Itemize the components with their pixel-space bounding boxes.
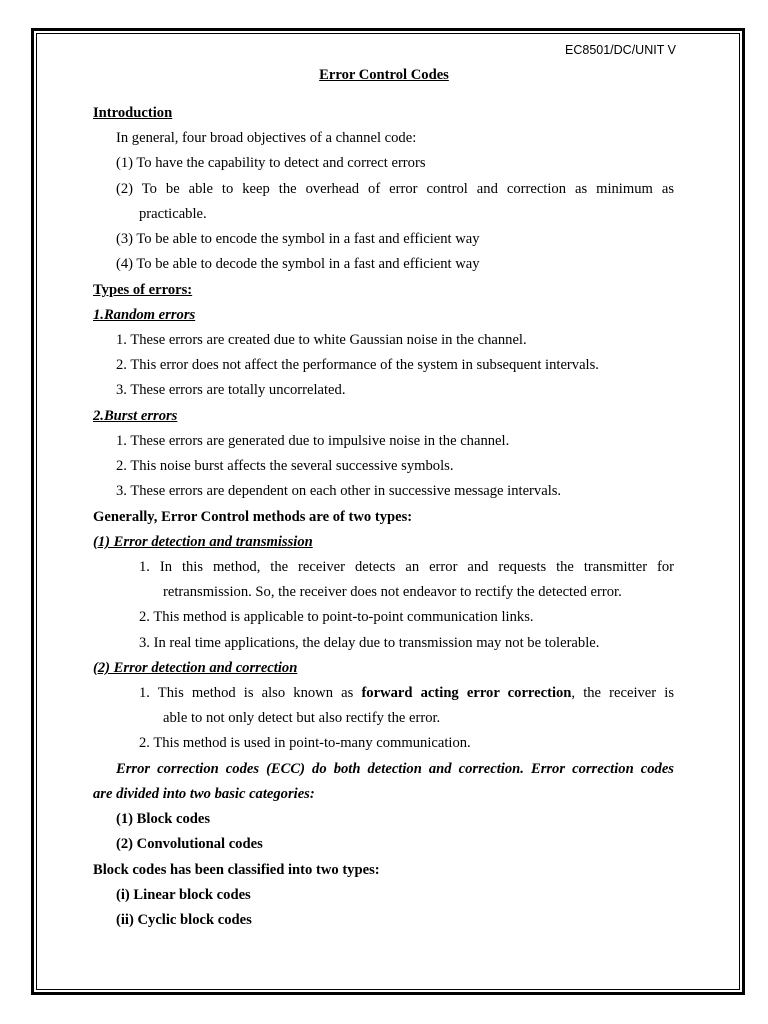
objective-2: (2) To be able to keep the overhead of error control and correction as minimum as [116, 181, 674, 197]
dt-item-3: 3. In real time applications, the delay due to transmission may not be tolerable. [139, 635, 600, 651]
ecc-line-1: Error correction codes (ECC) do both detection and correction. Error correction codes [116, 761, 674, 777]
types-heading: Types of errors: [93, 282, 193, 298]
ecc-category-2: (2) Convolutional codes [116, 836, 263, 852]
burst-item-1: 1. These errors are generated due to impulsive noise in the channel. [116, 433, 510, 449]
document-code: EC8501/DC/UNIT V [565, 43, 676, 57]
random-errors-heading: 1.Random errors [93, 307, 196, 323]
dc-item-1: 1. This method is also known as forward acting error correction, the receiver is [139, 685, 674, 701]
block-type-1: (i) Linear block codes [116, 887, 251, 903]
dt-item-2: 2. This method is applicable to point-to-point communication links. [139, 609, 534, 625]
dt-item-1: 1. In this method, the receiver detects an error and requests the transmitter for [139, 559, 674, 575]
burst-item-2: 2. This noise burst affects the several successive symbols. [116, 458, 454, 474]
dc-item-1-cont: able to not only detect but also rectify the error. [163, 710, 441, 726]
objective-1: (1) To have the capability to detect and correct errors [116, 155, 426, 171]
block-type-2: (ii) Cyclic block codes [116, 912, 252, 928]
block-codes-heading: Block codes has been classified into two types: [93, 862, 380, 878]
burst-errors-heading: 2.Burst errors [93, 408, 178, 424]
objective-3: (3) To be able to encode the symbol in a fast and efficient way [116, 231, 480, 247]
random-item-1: 1. These errors are created due to white Gaussian noise in the channel. [116, 332, 527, 348]
objective-2-cont: practicable. [139, 206, 207, 222]
ecc-category-1: (1) Block codes [116, 811, 211, 827]
page-title: Error Control Codes [319, 67, 449, 83]
random-item-3: 3. These errors are totally uncorrelated. [116, 382, 346, 398]
detection-correction-heading: (2) Error detection and correction [93, 660, 298, 676]
dt-item-1-cont: retransmission. So, the receiver does not endeavor to rectify the detected error. [163, 584, 622, 600]
random-item-2: 2. This error does not affect the performance of the system in subsequent intervals. [116, 357, 599, 373]
methods-heading: Generally, Error Control methods are of two types: [93, 509, 413, 525]
detection-transmission-heading: (1) Error detection and transmission [93, 534, 313, 550]
dc-item-2: 2. This method is used in point-to-many communication. [139, 735, 471, 751]
burst-item-3: 3. These errors are dependent on each other in successive message intervals. [116, 483, 562, 499]
objective-4: (4) To be able to decode the symbol in a fast and efficient way [116, 256, 480, 272]
intro-heading: Introduction [93, 105, 173, 121]
intro-lead: In general, four broad objectives of a channel code: [116, 130, 417, 146]
ecc-line-2: are divided into two basic categories: [93, 786, 315, 802]
